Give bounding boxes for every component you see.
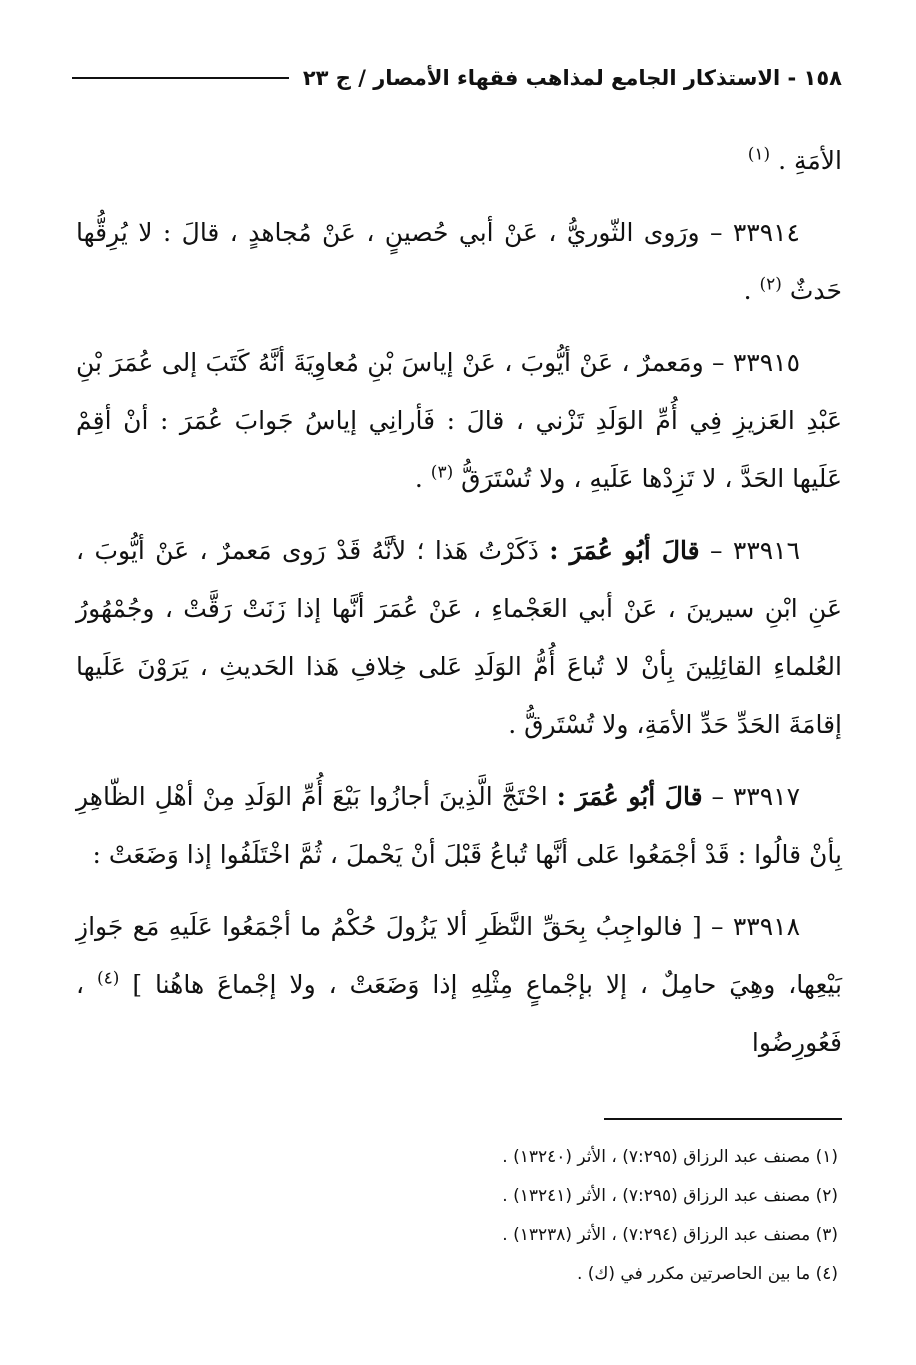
paragraph-number: ٣٣٩١٤ <box>732 218 800 247</box>
footnote-divider <box>604 1118 842 1120</box>
paragraph-dash: – <box>711 912 724 941</box>
running-header <box>72 66 842 90</box>
paragraph-text: ذَكَرْتُ هَذا ؛ لأنَّهُ قَدْ رَوى مَعمرٌ ، عَنْ أيُّوبَ ، عَنِ ابْنِ سيرينَ ، عَنْ أبي العَجْماءِ ، عَنْ عُمَرَ أنَّها إذا زَنَتْ رَقَّتْ ، وجُمْهُورُ العُلماءِ القائِلِينَ بِأنْ لا تُباعَ أُمُّ الوَلَدِ عَلى خِلافِ هَذا الحَديثِ ، يَرَوْنَ عَلَيها إقامَةَ الحَدِّ حَدِّ الأمَةِ، ولا تُسْتَرقُّ . <box>76 536 842 739</box>
footnote-marker: (٣) <box>430 462 454 483</box>
footnote-1: (١) مصنف عبد الرزاق (٧:٢٩٥) ، الأثر (١٣٢٤٠) . <box>502 1147 838 1167</box>
paragraph-33916 <box>76 522 842 754</box>
footnote-3: (٣) مصنف عبد الرزاق (٧:٢٩٤) ، الأثر (١٣٢٣٨) . <box>502 1225 838 1245</box>
paragraph-number: ٣٣٩١٨ <box>732 912 801 941</box>
header-title: ١٥٨ - الاستذكار الجامع لمذاهب فقهاء الأمصار / ج ٢٣ <box>302 66 842 90</box>
footnote-marker: (١) <box>747 144 771 165</box>
paragraph-dash: – <box>709 218 723 247</box>
footnote-marker: (٤) <box>97 968 120 989</box>
footnote-2: (٢) مصنف عبد الرزاق (٧:٢٩٥) ، الأثر (١٣٢٤١) . <box>502 1186 838 1206</box>
paragraph-text: [ فالواجِبُ بِحَقِّ النَّظَرِ ألا يَزُولَ حُكْمُ ما أجْمَعُوا عَلَيهِ مَع جَوازِ بَيْعِها، وهِيَ حامِلٌ ، إلا بإجْماعٍ مِثْلِهِ إذا وَضَعَتْ ، ولا إجْماعَ هاهُنا ] <box>76 912 843 999</box>
paragraph-dash: – <box>710 536 723 565</box>
footnote-4: (٤) ما بين الحاصرتين مكرر في (ك) . <box>576 1264 838 1284</box>
paragraph-continuation <box>76 132 842 190</box>
footnote-marker: (٢) <box>759 274 782 295</box>
paragraph-number: ٣٣٩١٧ <box>732 782 800 811</box>
paragraph-tail: ، فَعُورِضُوا <box>76 970 842 1057</box>
paragraph-dash: – <box>712 348 725 377</box>
paragraph-33917 <box>76 768 842 884</box>
paragraph-number: ٣٣٩١٦ <box>732 536 801 565</box>
main-text <box>76 132 842 1072</box>
paragraph-text: ومَعمرٌ ، عَنْ أيُّوبَ ، عَنْ إياسَ بْنِ مُعاوِيَةَ أنَّهُ كَتَبَ إلى عُمَرَ بْنِ عَبْدِ العَزيزِ فِي أُمِّ الوَلَدِ تَزْني ، قالَ : فَأرانِي إياسُ جَوابَ عُمَرَ : أنْ أقِمْ عَلَيها الحَدَّ ، لا تَزِدْها عَلَيهِ ، ولا تُسْتَرَقُّ <box>76 348 842 493</box>
speaker-label: قالَ أبُو عُمَرَ : <box>556 782 703 811</box>
header-rule <box>72 77 289 79</box>
speaker-label: قالَ أبُو عُمَرَ : <box>549 536 700 565</box>
paragraph-33914 <box>76 204 842 320</box>
paragraph-number: ٣٣٩١٥ <box>732 348 800 377</box>
paragraph-tail: . <box>414 464 423 493</box>
paragraph-text: ورَوى الثّوريُّ ، عَنْ أبي حُصينٍ ، عَنْ مُجاهدٍ ، قالَ : لا يُرِقُّها حَدثٌ <box>76 218 842 305</box>
footnotes <box>78 1138 838 1294</box>
paragraph-tail: . <box>743 276 752 305</box>
paragraph-text: الأمَةِ . <box>778 146 842 175</box>
paragraph-text: احْتَجَّ الَّذِينَ أجازُوا بَيْعَ أُمِّ الوَلَدِ مِنْ أهْلِ الظّاهِرِ بِأنْ قالُوا : قَدْ أجْمَعُوا عَلى أنَّها تُباعُ قَبْلَ أنْ يَحْملَ ، ثُمَّ اخْتَلَفُوا إذا وَضَعَتْ : <box>76 782 842 869</box>
paragraph-33918 <box>76 898 842 1072</box>
paragraph-33915 <box>76 334 842 508</box>
paragraph-dash: – <box>711 782 724 811</box>
